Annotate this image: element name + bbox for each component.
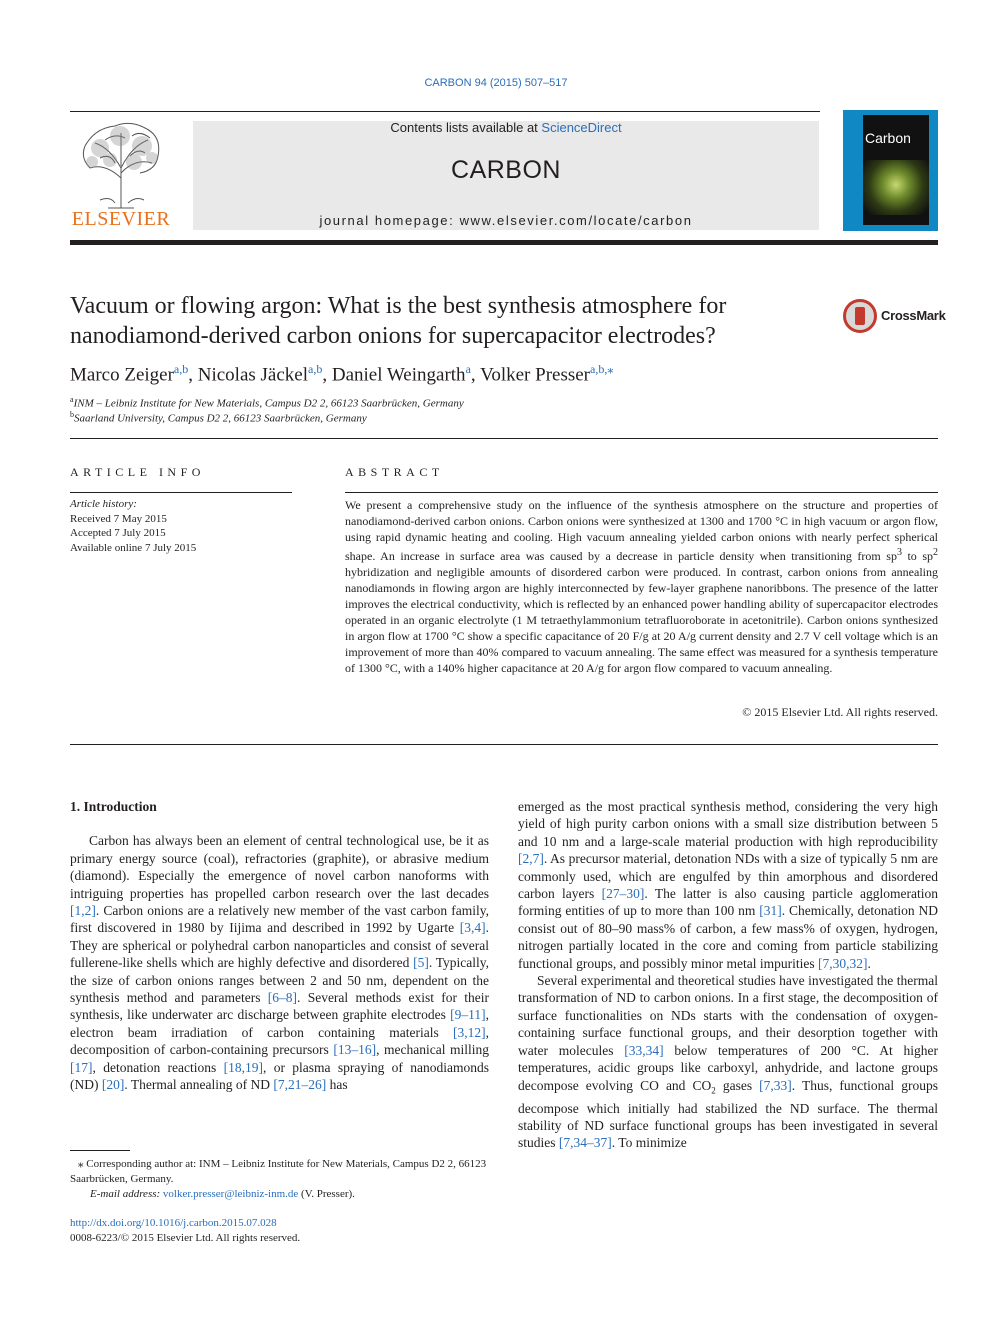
contents-prefix: Contents lists available at xyxy=(390,120,542,135)
corresponding-author-footnote xyxy=(70,1157,489,1202)
online-date: Available online 7 July 2015 xyxy=(70,541,197,554)
body-column-right xyxy=(518,798,938,1152)
contents-line xyxy=(193,120,819,135)
intro-paragraph-continued: emerged as the most practical synthesis method, considering the very high yield of high purity carbon onions with a small size distribution between 5 and 10 nm and a large-scale material production with high reproducibility [2,7]. As precursor material, detonation NDs with a size of typically 5 nm are commonly used, which are engulfed by thin amorphous and disordered carbon layers [27–30]. The latter is also causing particle agglomeration forming entities of up to more than 100 nm [31]. Chemically, detonation ND consist out of 80–90 mass% of carbon, a few mass% of oxygen, hydrogen, nitrogen partially located in the core and coming from particle stabilizing functional groups, and possibly minor metal impurities [7,30,32]. xyxy=(518,799,938,971)
citation-link[interactable]: [18,19] xyxy=(223,1059,263,1075)
citation-link[interactable]: [2,7] xyxy=(518,851,544,867)
citation-link[interactable]: [27–30] xyxy=(601,886,645,902)
history-label: Article history: xyxy=(70,498,137,510)
article-info-heading: ARTICLE INFO xyxy=(70,465,205,479)
author-name[interactable]: Marco Zeiger xyxy=(70,364,174,386)
affiliation xyxy=(70,395,464,410)
footnote-text: Corresponding author at: INM – Leibniz Institute for New Materials, Campus D2 2, 66123 Saarbrücken, Germany. xyxy=(70,1158,487,1185)
citation-link[interactable]: [7,33] xyxy=(759,1077,792,1093)
journal-cover[interactable] xyxy=(843,110,938,231)
journal-reference[interactable]: CARBON 94 (2015) 507–517 xyxy=(424,77,568,89)
citation-link[interactable]: [7,34–37] xyxy=(558,1135,612,1151)
citation-link[interactable]: [31] xyxy=(759,903,782,919)
crossmark-label: CrossMark xyxy=(881,308,946,323)
citation-link[interactable]: [5] xyxy=(413,955,429,971)
email-suffix: (V. Presser). xyxy=(298,1188,355,1200)
cover-title: Carbon xyxy=(865,130,911,146)
abstract-heading: ABSTRACT xyxy=(345,465,444,479)
citation-link[interactable]: [6–8] xyxy=(267,990,298,1006)
author-affiliation-mark[interactable]: a,b xyxy=(308,362,323,376)
doi-link[interactable]: http://dx.doi.org/10.1016/j.carbon.2015.07.028 xyxy=(70,1217,277,1229)
header-thick-rule xyxy=(70,240,938,245)
citation-link[interactable]: [7,21–26] xyxy=(273,1077,327,1093)
article-info-rule xyxy=(70,492,292,493)
section-rule xyxy=(70,438,938,439)
author-name[interactable]: Volker Presser xyxy=(480,364,590,386)
abstract-text: We present a comprehensive study on the influence of the synthesis atmosphere on the structure and properties of nanodiamond-derived carbon onions. Carbon onions were synthesized at 1300 and 1700 °C in high vacuum or argon flow, using rapid dynamic heating and cooling. High vacuum annealing yielded carbon onions with nearly perfect spherical shape. An increase in surface area was caused by a decrease in particle density when transitioning from $sp^3$ to $sp^2$ hybridization and negligible amounts of disordered carbon were produced. In contrast, carbon onions from annealing nanodiamonds in flowing argon are highly interconnected by few-layer graphene nanoribbons. The presence of the latter improves the electrical conductivity, which is reflected by an enhanced power handling ability of supercapacitor electrodes operated in an organic electrolyte (1 M tetraethylammonium tetrafluoroborate in acetonitrile). Carbon onions synthesized in argon flow at 1700 °C show a specific capacitance of 20 F/g at 20 A/g current density and 2.7 V cell voltage which is an improvement of more than 40% compared to vacuum annealing. The same effect was measured for a synthesis temperature of 1300 °C, with a 140% higher capacitance at 20 A/g for argon flow compared to vacuum annealing. xyxy=(345,498,938,675)
received-date: Received 7 May 2015 xyxy=(70,512,167,525)
homepage-url[interactable]: www.elsevier.com/locate/carbon xyxy=(459,213,693,228)
intro-paragraph: Several experimental and theoretical studies have investigated the thermal transformation of ND to carbon onions. In a first stage, the decomposition of surface functionalities on NDs starts with the condensation of oxygen-containing surface functional groups, and their desorption together with water molecules [33,34] below temperatures of 200 °C. At higher temperatures, acidic groups like carboxyl, anhydride, and lactone groups decompose evolving CO and $CO_2$ gases [7,33]. Thus, functional groups decompose which initially had stabilized the ND surface. The thermal stability of ND surface functional groups has been investigated in several studies [7,34–37]. To minimize xyxy=(518,973,938,1151)
citation-link[interactable]: [3,4] xyxy=(459,920,486,936)
author-affiliation-mark[interactable]: a,b xyxy=(173,362,189,376)
sciencedirect-link[interactable]: ScienceDirect xyxy=(541,120,622,135)
citation-link[interactable]: [20] xyxy=(101,1077,125,1093)
email-label: E-mail address: xyxy=(90,1188,163,1200)
affiliation-mark: b xyxy=(70,410,74,419)
citation-link[interactable]: [13–16] xyxy=(333,1042,377,1058)
citation-link[interactable]: [9–11] xyxy=(450,1007,486,1023)
citation-link[interactable]: [3,12] xyxy=(453,1024,486,1040)
citation-link[interactable]: [1,2] xyxy=(70,903,96,919)
abstract-rule xyxy=(345,492,938,493)
publisher-logo: ELSEVIER xyxy=(71,208,171,230)
affiliation xyxy=(70,410,367,425)
author-affiliation-mark[interactable]: a xyxy=(465,362,471,376)
abstract-bottom-rule xyxy=(70,744,938,745)
author-name[interactable]: Nicolas Jäckel xyxy=(197,364,309,386)
intro-paragraph: Carbon has always been an element of central technological use, be it as primary energy source (coal), refractories (graphite), or abrasive medium (diamond). Especially the emergence of novel carbon nanoforms with intriguing properties has propelled carbon research over the last decades [1,2]. Carbon onions are a relatively new member of the vast carbon family, first discovered in 1980 by Iijima and described in 1992 by Ugarte [3,4]. They are spherical or polyhedral carbon nanoparticles and consist of several fullerene-like shells which are highly defective and disordered [5]. Typically, the size of carbon onions ranges between 2 and 50 nm, dependent on the synthesis method and parameters [6–8]. Several methods exist for their synthesis, like underwater arc discharge between graphite electrodes [9–11], electron beam irradiation of carbon containing materials [3,12], decomposition of carbon-containing precursors [13–16], mechanical milling [17], detonation reactions [18,19], or plasma spraying of nanodiamonds (ND) [20]. Thermal annealing of ND [7,21–26] has xyxy=(70,833,490,1093)
footnote-mark: ⁎ xyxy=(78,1158,84,1170)
author-name[interactable]: Daniel Weingarth xyxy=(331,364,466,386)
citation-link[interactable]: [17] xyxy=(70,1059,93,1075)
email-link[interactable]: volker.presser@leibniz-inm.de xyxy=(162,1188,299,1200)
issn-line: 0008-6223/© 2015 Elsevier Ltd. All rights reserved. xyxy=(70,1232,301,1244)
crossmark-badge[interactable] xyxy=(843,299,946,333)
journal-name: CARBON xyxy=(451,156,561,184)
abstract-copyright: © 2015 Elsevier Ltd. All rights reserved. xyxy=(742,705,938,719)
author-list: Marco Zeiger$^{a,b}$, Nicolas Jäckel$^{a,b}$, Daniel Weingarth$^a$, Volker Presser$^{a,b,⁎}$ xyxy=(70,362,614,386)
doi-block xyxy=(70,1216,300,1246)
affiliation-text: INM – Leibniz Institute for New Materials, Campus D2 2, 66123 Saarbrücken, Germany xyxy=(73,397,464,410)
body-column-left xyxy=(70,798,489,1094)
journal-homepage xyxy=(193,213,819,228)
header-rule xyxy=(70,111,820,112)
homepage-prefix: journal homepage: xyxy=(319,213,460,228)
affiliation-mark: a xyxy=(70,395,74,404)
section-heading: 1. Introduction xyxy=(70,799,157,814)
citation-link[interactable]: [7,30,32] xyxy=(817,955,868,971)
affiliation-text: Saarland University, Campus D2 2, 66123 Saarbrücken, Germany xyxy=(74,412,367,425)
article-history xyxy=(70,497,292,555)
article-title: Vacuum or flowing argon: What is the best synthesis atmosphere for nanodiamond-derived carbon onions for supercapacitor electrodes? xyxy=(70,293,727,349)
crossmark-icon xyxy=(843,299,877,333)
author-affiliation-mark[interactable]: a,b,⁎ xyxy=(590,362,614,376)
cover-image xyxy=(863,160,929,215)
citation-link[interactable]: [33,34] xyxy=(624,1042,664,1058)
accepted-date: Accepted 7 July 2015 xyxy=(70,527,166,539)
footnote-rule xyxy=(70,1150,130,1151)
